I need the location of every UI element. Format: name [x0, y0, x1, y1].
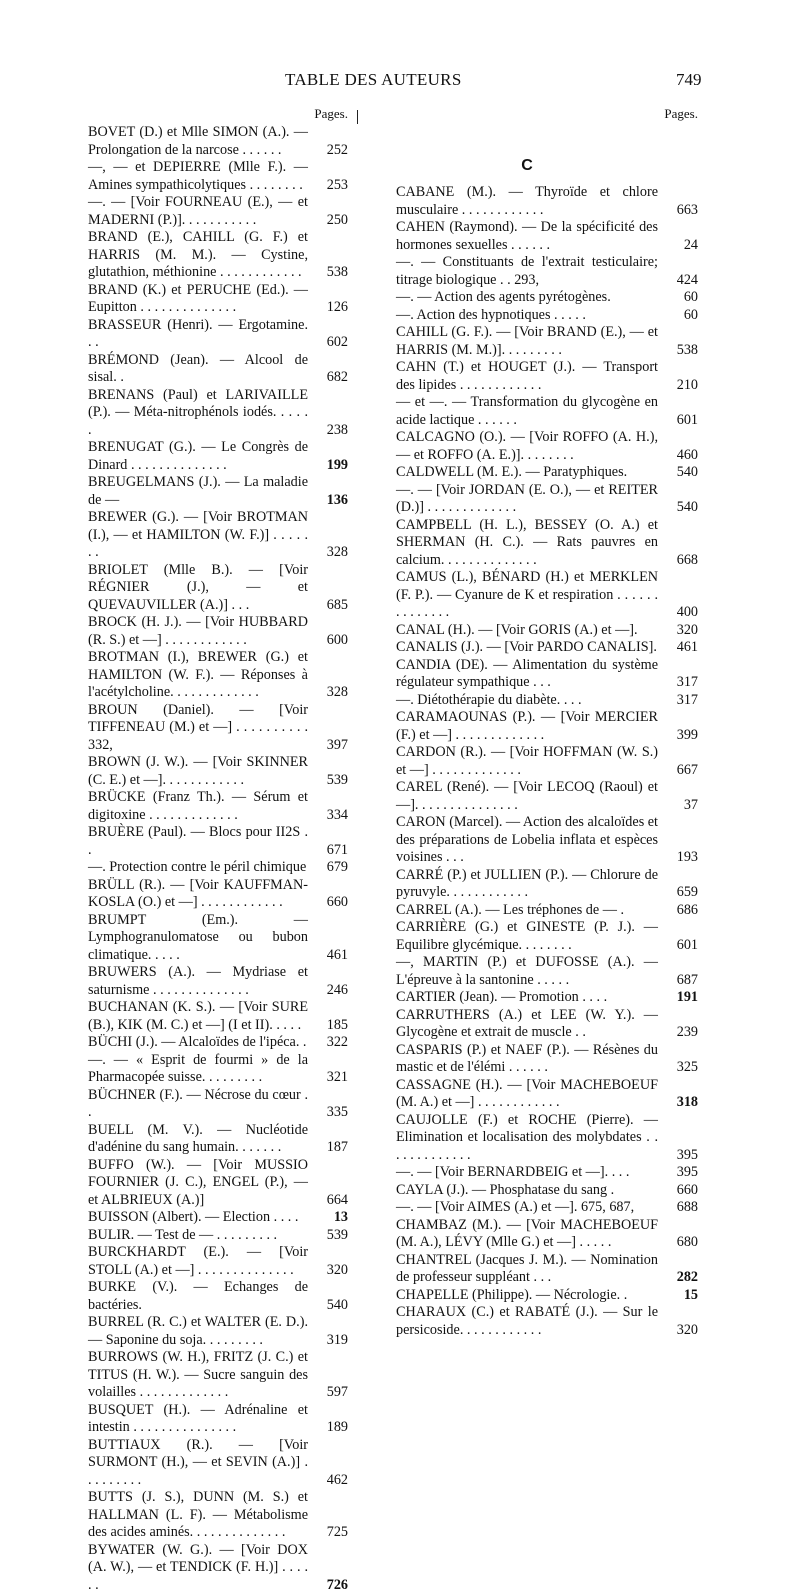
- entry-text: CANAL (H.). — [Voir GORIS (A.) et —].: [396, 622, 658, 640]
- entry-text: BURCKHARDT (E.). — [Voir STOLL (A.) et —] . . . . . . . . . . . . . .: [88, 1244, 308, 1279]
- index-entry: [396, 464, 698, 482]
- entry-page: 252: [327, 142, 348, 160]
- entry-text: CHANTREL (Jacques J. M.). — Nomination de professeur suppléant . . .: [396, 1252, 658, 1287]
- entry-page: 238: [327, 422, 348, 440]
- entry-text: BRÉMOND (Jean). — Alcool de sisal. .: [88, 352, 308, 387]
- entry-page: 659: [677, 884, 698, 902]
- entry-page: 199: [327, 457, 348, 475]
- entry-page: 24: [684, 237, 698, 255]
- left-entries: [88, 124, 348, 1594]
- entry-text: BOVET (D.) et Mlle SIMON (A.). — Prolongation de la narcose . . . . . .: [88, 124, 308, 159]
- entry-text: CARTIER (Jean). — Promotion . . . .: [396, 989, 658, 1007]
- index-entry: [396, 954, 698, 989]
- entry-text: CANDIA (DE). — Alimentation du système régulateur sympathique . . .: [396, 657, 658, 692]
- index-entry: [88, 1087, 348, 1122]
- entry-text: CALDWELL (M. E.). — Paratyphiques.: [396, 464, 658, 482]
- entry-text: BROUN (Daniel). — [Voir TIFFENEAU (M.) et —] . . . . . . . . . . 332,: [88, 702, 308, 755]
- entry-text: CAHN (T.) et HOUGET (J.). — Transport des lipides . . . . . . . . . . . .: [396, 359, 658, 394]
- index-entry: [88, 194, 348, 229]
- entry-page: 597: [327, 1384, 348, 1402]
- index-entry: [396, 254, 698, 289]
- index-entry: [396, 902, 698, 920]
- entry-text: BRUÈRE (Paul). — Blocs pour II2S . .: [88, 824, 308, 859]
- section-letter: C: [396, 148, 698, 184]
- entry-text: CASSAGNE (H.). — [Voir MACHEBOEUF (M. A.) et —] . . . . . . . . . . . .: [396, 1077, 658, 1112]
- entry-page: 334: [327, 807, 348, 825]
- entry-page: 37: [684, 797, 698, 815]
- entry-text: CAHEN (Raymond). — De la spécificité des hormones sexuelles . . . . . .: [396, 219, 658, 254]
- entry-page: 395: [677, 1147, 698, 1165]
- entry-page: 538: [677, 342, 698, 360]
- index-entry: [88, 1034, 348, 1052]
- index-entry: [396, 1199, 698, 1217]
- index-entry: [88, 509, 348, 562]
- entry-page: 680: [677, 1234, 698, 1252]
- right-column: [396, 104, 698, 1339]
- entry-text: CARRIÈRE (G.) et GINESTE (P. J.). — Equilibre glycémique. . . . . . . .: [396, 919, 658, 954]
- left-column: [88, 104, 348, 1594]
- entry-text: —, — et DEPIERRE (Mlle F.). — Amines sympathicolytiques . . . . . . . .: [88, 159, 308, 194]
- entry-text: BULIR. — Test de — . . . . . . . . .: [88, 1227, 308, 1245]
- index-entry: [396, 709, 698, 744]
- entry-text: CARREL (A.). — Les tréphones de — .: [396, 902, 658, 920]
- entry-page: 602: [327, 334, 348, 352]
- entry-text: —. Protection contre le péril chimique: [88, 859, 308, 877]
- entry-text: CAREL (René). — [Voir LECOQ (Raoul) et —]. . . . . . . . . . . . . . .: [396, 779, 658, 814]
- entry-text: BURROWS (W. H.), FRITZ (J. C.) et TITUS (H. W.). — Sucre sanguin des volailles . . . . . . . . . . . . .: [88, 1349, 308, 1402]
- entry-page: 663: [677, 202, 698, 220]
- entry-page: 400: [677, 604, 698, 622]
- entry-text: BURREL (R. C.) et WALTER (E. D.). — Saponine du soja. . . . . . . . .: [88, 1314, 308, 1349]
- index-entry: [396, 219, 698, 254]
- index-entry: [88, 702, 348, 755]
- entry-text: BRENANS (Paul) et LARIVAILLE (P.). — Méta-nitrophénols iodés. . . . . .: [88, 387, 308, 440]
- entry-page: 185: [327, 1017, 348, 1035]
- running-title: TABLE DES AUTEURS: [285, 70, 462, 90]
- index-entry: [88, 317, 348, 352]
- index-entry: [88, 439, 348, 474]
- index-entry: [396, 814, 698, 867]
- entry-page: 667: [677, 762, 698, 780]
- index-entry: [88, 912, 348, 965]
- right-entries: [396, 184, 698, 1339]
- index-entry: [396, 429, 698, 464]
- index-entry: [396, 744, 698, 779]
- entry-text: BREWER (G.). — [Voir BROTMAN (I.), — et HAMILTON (W. F.)] . . . . . . .: [88, 509, 308, 562]
- index-entry: [88, 649, 348, 702]
- entry-page: 601: [677, 412, 698, 430]
- index-entry: [88, 1209, 348, 1227]
- index-entry: [88, 1244, 348, 1279]
- entry-text: —. — Constituants de l'extrait testiculaire; titrage biologique . . 293,: [396, 254, 658, 289]
- index-entry: [396, 1217, 698, 1252]
- entry-page: 660: [677, 1182, 698, 1200]
- entry-text: BRASSEUR (Henri). — Ergotamine. . .: [88, 317, 308, 352]
- entry-text: CANALIS (J.). — [Voir PARDO CANALIS].: [396, 639, 658, 657]
- entry-text: BROWN (J. W.). — [Voir SKINNER (C. E.) et —]. . . . . . . . . . . .: [88, 754, 308, 789]
- index-entry: [88, 124, 348, 159]
- entry-page: 539: [327, 772, 348, 790]
- entry-text: BUISSON (Albert). — Election . . . .: [88, 1209, 308, 1227]
- entry-page: 189: [327, 1419, 348, 1437]
- index-entry: [396, 1007, 698, 1042]
- entry-text: BRIOLET (Mlle B.). — [Voir RÉGNIER (J.), — et QUEVAUVILLER (A.)] . . .: [88, 562, 308, 615]
- entry-page: 319: [327, 1332, 348, 1350]
- entry-text: BÜCHI (J.). — Alcaloïdes de l'ipéca. .: [88, 1034, 308, 1052]
- page-number: 749: [676, 70, 702, 90]
- index-entry: [396, 867, 698, 902]
- index-entry: [396, 639, 698, 657]
- entry-page: 688: [677, 1199, 698, 1217]
- entry-page: 253: [327, 177, 348, 195]
- entry-page: 460: [677, 447, 698, 465]
- entry-text: CAHILL (G. F.). — [Voir BRAND (E.), — et HARRIS (M. M.)]. . . . . . . . .: [396, 324, 658, 359]
- entry-page: 399: [677, 727, 698, 745]
- entry-text: —. — [Voir FOURNEAU (E.), — et MADERNI (P.)]. . . . . . . . . . .: [88, 194, 308, 229]
- index-entry: [88, 1122, 348, 1157]
- entry-text: BUELL (M. V.). — Nucléotide d'adénine du sang humain. . . . . . .: [88, 1122, 308, 1157]
- entry-page: 461: [327, 947, 348, 965]
- entry-text: —. — [Voir AIMES (A.) et —]. 675, 687,: [396, 1199, 658, 1217]
- entry-page: 193: [677, 849, 698, 867]
- index-entry: [396, 517, 698, 570]
- index-entry: [396, 569, 698, 622]
- entry-text: BRAND (K.) et PERUCHE (Ed.). — Eupitton . . . . . . . . . . . . . .: [88, 282, 308, 317]
- entry-text: CHARAUX (C.) et RABATÉ (J.). — Sur le persicoside. . . . . . . . . . . .: [396, 1304, 658, 1339]
- entry-page: 601: [677, 937, 698, 955]
- entry-text: —, MARTIN (P.) et DUFOSSE (A.). — L'épreuve à la santonine . . . . .: [396, 954, 658, 989]
- entry-page: 686: [677, 902, 698, 920]
- entry-page: 320: [327, 1262, 348, 1280]
- entry-text: BRÜCKE (Franz Th.). — Sérum et digitoxine . . . . . . . . . . . . .: [88, 789, 308, 824]
- pages-label-left: Pages.: [88, 104, 348, 124]
- index-entry: [396, 779, 698, 814]
- entry-page: 317: [677, 674, 698, 692]
- entry-page: 540: [677, 464, 698, 482]
- entry-page: 685: [327, 597, 348, 615]
- entry-text: CARON (Marcel). — Action des alcaloïdes et des préparations de Lobelia inflata et espèces voisines . . .: [396, 814, 658, 867]
- entry-page: 187: [327, 1139, 348, 1157]
- index-entry: [396, 1252, 698, 1287]
- entry-text: BROCK (H. J.). — [Voir HUBBARD (R. S.) et —] . . . . . . . . . . . .: [88, 614, 308, 649]
- index-entry: [88, 1314, 348, 1349]
- index-entry: [396, 307, 698, 325]
- entry-page: 126: [327, 299, 348, 317]
- entry-page: 539: [327, 1227, 348, 1245]
- entry-page: 725: [327, 1524, 348, 1542]
- entry-page: 239: [677, 1024, 698, 1042]
- index-entry: [88, 352, 348, 387]
- entry-text: CAYLA (J.). — Phosphatase du sang .: [396, 1182, 658, 1200]
- index-entry: [396, 482, 698, 517]
- entry-page: 462: [327, 1472, 348, 1490]
- entry-text: —. Diétothérapie du diabète. . . .: [396, 692, 658, 710]
- index-entry: [88, 1402, 348, 1437]
- entry-page: 320: [677, 1322, 698, 1340]
- entry-text: BRUWERS (A.). — Mydriase et saturnisme . . . . . . . . . . . . . .: [88, 964, 308, 999]
- index-entry: [396, 919, 698, 954]
- index-entry: [396, 1182, 698, 1200]
- index-entry: [88, 282, 348, 317]
- entry-page: 540: [327, 1297, 348, 1315]
- entry-page: 246: [327, 982, 348, 1000]
- entry-text: BUSQUET (H.). — Adrénaline et intestin . . . . . . . . . . . . . . .: [88, 1402, 308, 1437]
- entry-page: 317: [677, 692, 698, 710]
- entry-page: 210: [677, 377, 698, 395]
- index-entry: [396, 1164, 698, 1182]
- entry-page: 671: [327, 842, 348, 860]
- entry-page: 335: [327, 1104, 348, 1122]
- entry-page: 15: [684, 1287, 698, 1305]
- entry-text: BRUMPT (Em.). — Lymphogranulomatose ou bubon climatique. . . . .: [88, 912, 308, 965]
- entry-page: 13: [334, 1209, 348, 1227]
- entry-text: BROTMAN (I.), BREWER (G.) et HAMILTON (W. F.). — Réponses à l'acétylcholine. . . . . . . . . . . . .: [88, 649, 308, 702]
- entry-text: BUTTIAUX (R.). — [Voir SURMONT (H.), — et SEVIN (A.)] . . . . . . . . .: [88, 1437, 308, 1490]
- page-header: [0, 70, 800, 94]
- index-entry: [396, 1287, 698, 1305]
- entry-page: 395: [677, 1164, 698, 1182]
- entry-text: BRENUGAT (G.). — Le Congrès de Dinard . . . . . . . . . . . . . .: [88, 439, 308, 474]
- entry-page: 600: [327, 632, 348, 650]
- index-entry: [88, 1349, 348, 1402]
- index-entry: [396, 692, 698, 710]
- index-entry: [88, 1489, 348, 1542]
- entry-page: 325: [677, 1059, 698, 1077]
- entry-page: 322: [327, 1034, 348, 1052]
- index-entry: [88, 859, 348, 877]
- index-entry: [396, 657, 698, 692]
- entry-page: 679: [327, 859, 348, 877]
- entry-text: CARAMAOUNAS (P.). — [Voir MERCIER (F.) et —] . . . . . . . . . . . . .: [396, 709, 658, 744]
- entry-page: 328: [327, 684, 348, 702]
- entry-text: BRAND (E.), CAHILL (G. F.) et HARRIS (M. M.). — Cystine, glutathion, méthionine . . . . . . . . . . . .: [88, 229, 308, 282]
- index-entry: [88, 754, 348, 789]
- entry-text: CABANE (M.). — Thyroïde et chlore musculaire . . . . . . . . . . . .: [396, 184, 658, 219]
- entry-text: —. — Action des agents pyrétogènes.: [396, 289, 658, 307]
- entry-page: 318: [677, 1094, 698, 1112]
- entry-text: BUTTS (J. S.), DUNN (M. S.) et HALLMAN (L. F). — Métabolisme des acides aminés. . . . . . . . . . . . . .: [88, 1489, 308, 1542]
- entry-text: CAMUS (L.), BÉNARD (H.) et MERKLEN (F. P.). — Cyanure de K et respiration . . . . . . . . . . . . . .: [396, 569, 658, 622]
- index-entry: [396, 359, 698, 394]
- index-entry: [88, 1157, 348, 1210]
- index-entry: [88, 999, 348, 1034]
- index-entry: [396, 289, 698, 307]
- entry-page: 282: [677, 1269, 698, 1287]
- index-entry: [88, 1279, 348, 1314]
- entry-page: 682: [327, 369, 348, 387]
- entry-text: BREUGELMANS (J.). — La maladie de —: [88, 474, 308, 509]
- entry-page: 397: [327, 737, 348, 755]
- index-entry: [88, 474, 348, 509]
- index-entry: [88, 824, 348, 859]
- index-entry: [88, 614, 348, 649]
- entry-text: CASPARIS (P.) et NAEF (P.). — Résènes du mastic et de l'élémi . . . . . .: [396, 1042, 658, 1077]
- index-entry: [88, 159, 348, 194]
- entry-page: 424: [677, 272, 698, 290]
- entry-text: CARDON (R.). — [Voir HOFFMAN (W. S.) et —] . . . . . . . . . . . . .: [396, 744, 658, 779]
- entry-text: CHAPELLE (Philippe). — Nécrologie. .: [396, 1287, 658, 1305]
- entry-page: 191: [677, 989, 698, 1007]
- entry-text: —. Action des hypnotiques . . . . .: [396, 307, 658, 325]
- entry-page: 320: [677, 622, 698, 640]
- index-entry: [88, 1542, 348, 1594]
- index-entry: [396, 622, 698, 640]
- entry-page: 726: [327, 1577, 348, 1594]
- entry-text: BURKE (V.). — Echanges de bactéries.: [88, 1279, 308, 1314]
- index-entry: [88, 789, 348, 824]
- index-entry: [396, 1112, 698, 1165]
- index-entry: [88, 1227, 348, 1245]
- index-entry: [88, 229, 348, 282]
- index-entry: [396, 1042, 698, 1077]
- entry-page: 461: [677, 639, 698, 657]
- entry-page: 60: [684, 289, 698, 307]
- entry-text: CAMPBELL (H. L.), BESSEY (O. A.) et SHERMAN (H. C.). — Rats pauvres en calcium. . . . . . . . . . . . . .: [396, 517, 658, 570]
- column-divider: [357, 110, 358, 124]
- index-entry: [396, 1077, 698, 1112]
- index-entry: [396, 989, 698, 1007]
- index-entry: [396, 324, 698, 359]
- entry-page: 136: [327, 492, 348, 510]
- entry-text: CALCAGNO (O.). — [Voir ROFFO (A. H.), — et ROFFO (A. E.)]. . . . . . . .: [396, 429, 658, 464]
- entry-page: 321: [327, 1069, 348, 1087]
- entry-page: 540: [677, 499, 698, 517]
- entry-text: BYWATER (W. G.). — [Voir DOX (A. W.), — et TENDICK (F. H.)] . . . . . .: [88, 1542, 308, 1594]
- entry-text: CAUJOLLE (F.) et ROCHE (Pierre). — Elimination et localisation des molybdates . . . . . . . . . . . . .: [396, 1112, 658, 1165]
- index-entry: [396, 184, 698, 219]
- entry-page: 664: [327, 1192, 348, 1210]
- entry-text: —. — [Voir JORDAN (E. O.), — et REITER (D.)] . . . . . . . . . . . . .: [396, 482, 658, 517]
- entry-text: — et —. — Transformation du glycogène en acide lactique . . . . . .: [396, 394, 658, 429]
- pages-label-right: Pages.: [396, 104, 698, 124]
- entry-page: 687: [677, 972, 698, 990]
- index-entry: [88, 877, 348, 912]
- index-entry: [88, 387, 348, 440]
- index-entry: [88, 1437, 348, 1490]
- entry-page: 328: [327, 544, 348, 562]
- entry-text: —. — [Voir BERNARDBEIG et —]. . . .: [396, 1164, 658, 1182]
- entry-text: CARRUTHERS (A.) et LEE (W. Y.). — Glycogène et extrait de muscle . .: [396, 1007, 658, 1042]
- entry-page: 538: [327, 264, 348, 282]
- entry-text: BUCHANAN (K. S.). — [Voir SURE (B.), KIK (M. C.) et —] (I et II). . . . .: [88, 999, 308, 1034]
- index-entry: [88, 562, 348, 615]
- entry-page: 60: [684, 307, 698, 325]
- entry-text: BÜCHNER (F.). — Nécrose du cœur . .: [88, 1087, 308, 1122]
- index-entry: [88, 964, 348, 999]
- index-entry: [396, 1304, 698, 1339]
- entry-page: 250: [327, 212, 348, 230]
- entry-page: 660: [327, 894, 348, 912]
- entry-text: BUFFO (W.). — [Voir MUSSIO FOURNIER (J. C.), ENGEL (P.), — et ALBRIEUX (A.)]: [88, 1157, 308, 1210]
- entry-text: —. — « Esprit de fourmi » de la Pharmacopée suisse. . . . . . . . .: [88, 1052, 308, 1087]
- entry-text: CARRÉ (P.) et JULLIEN (P.). — Chlorure de pyruvyle. . . . . . . . . . . .: [396, 867, 658, 902]
- index-entry: [396, 394, 698, 429]
- entry-text: BRÜLL (R.). — [Voir KAUFFMAN-KOSLA (O.) et —] . . . . . . . . . . . .: [88, 877, 308, 912]
- entry-page: 668: [677, 552, 698, 570]
- entry-text: CHAMBAZ (M.). — [Voir MACHEBOEUF (M. A.), LÉVY (Mlle G.) et —] . . . . .: [396, 1217, 658, 1252]
- index-entry: [88, 1052, 348, 1087]
